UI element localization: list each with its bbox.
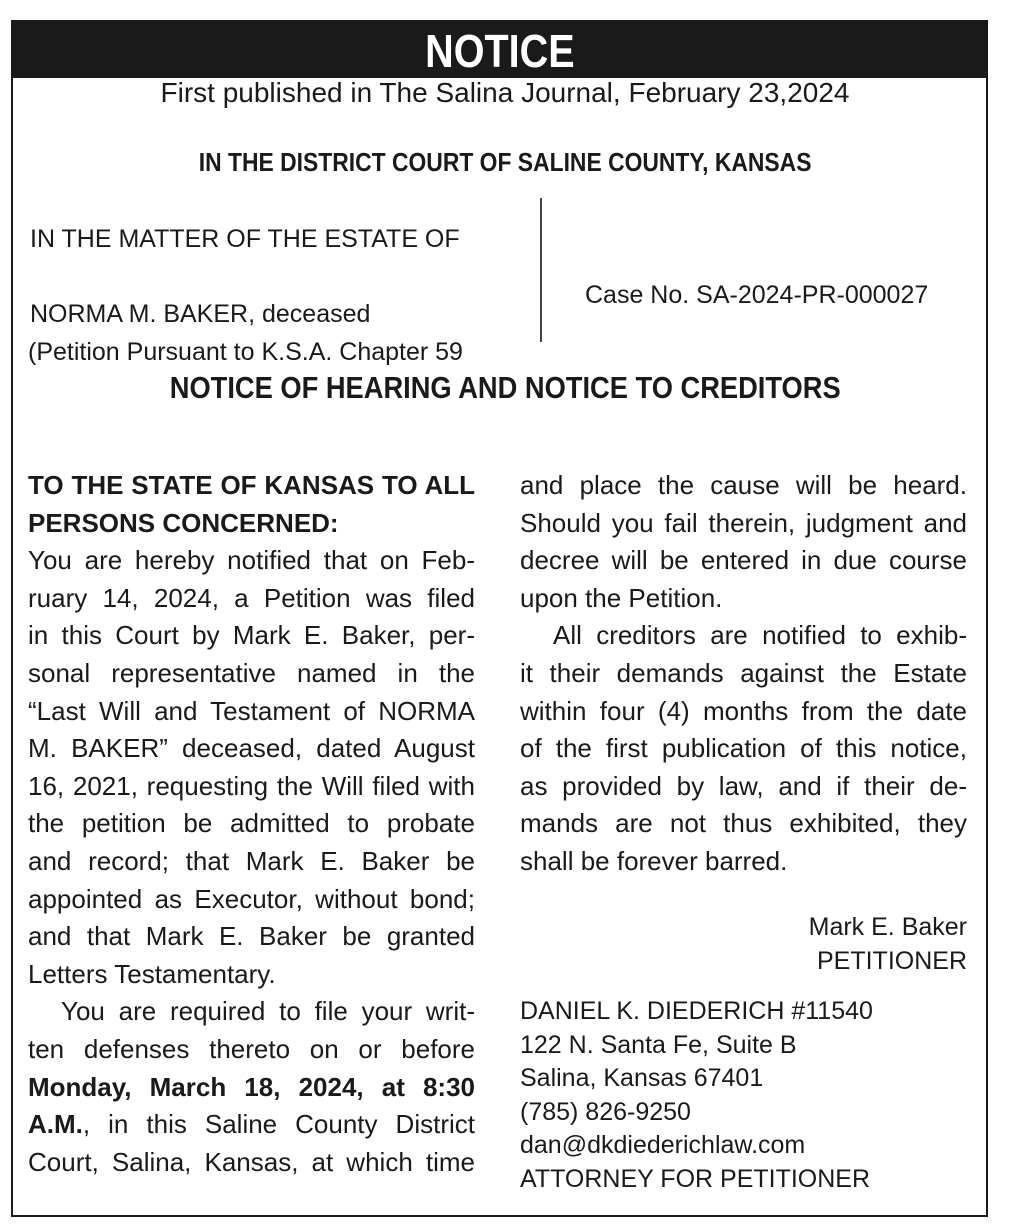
body-line: Letters Testamentary. — [28, 958, 276, 989]
body-line: the petition be admitted to probate — [28, 808, 475, 839]
caption-petition: (Petition Pursuant to K.S.A. Chapter 59 — [28, 338, 463, 366]
body-line: You are hereby notified that on Feb- — [28, 545, 475, 576]
right-column — [520, 467, 967, 881]
hearing-time-suffix: A.M. — [28, 1109, 83, 1140]
body-line: in this Court by Mark E. Baker, per- — [28, 620, 475, 651]
body-line: and record; that Mark E. Baker be — [28, 845, 475, 876]
body-line: decree will be entered in due course — [520, 545, 967, 576]
body-line: 16, 2021, requesting the Will filed with — [28, 770, 475, 801]
body-line: mands are not thus exhibited, they — [520, 808, 967, 839]
attorney-email[interactable]: dan@dkdiederichlaw.com — [520, 1131, 806, 1159]
body-line: M. BAKER” deceased, dated August — [28, 733, 475, 764]
body-line: sonal representative named in the — [28, 657, 475, 688]
body-line: shall be forever barred. — [520, 845, 788, 876]
caption-matter: IN THE MATTER OF THE ESTATE OF — [30, 225, 460, 253]
body-line: All creditors are notified to exhib- — [553, 620, 967, 651]
caption-divider — [540, 198, 542, 342]
attorney-block — [520, 995, 967, 1196]
addressee-line-1: TO THE STATE OF KANSAS TO ALL — [28, 470, 475, 500]
notice-banner: NOTICE — [13, 22, 986, 78]
publication-line: First published in The Salina Journal, February 23,2024 — [160, 77, 850, 108]
petitioner-signature — [520, 911, 967, 978]
attorney-street: 122 N. Santa Fe, Suite B — [520, 1030, 797, 1059]
body-line: “Last Will and Testament of NORMA — [28, 695, 475, 726]
body-line: upon the Petition. — [520, 582, 723, 613]
body-line: within four (4) months from the date — [520, 695, 967, 726]
attorney-name: DANIEL K. DIEDERICH #11540 — [520, 997, 873, 1025]
hearing-date: Monday, March 18, 2024, at 8:30 — [28, 1071, 475, 1102]
body-line: ruary 14, 2024, a Petition was filed — [28, 582, 475, 613]
caption-decedent: NORMA M. BAKER, deceased — [30, 300, 371, 328]
attorney-city: Salina, Kansas 67401 — [520, 1064, 764, 1092]
body-line: and place the cause will be heard. — [520, 470, 967, 500]
court-heading: IN THE DISTRICT COURT OF SALINE COUNTY, KANSAS — [198, 147, 812, 177]
notice-title: NOTICE OF HEARING AND NOTICE TO CREDITORS — [169, 370, 841, 405]
left-column — [28, 467, 475, 1181]
case-number: Case No. SA-2024-PR-000027 — [585, 281, 929, 309]
body-line: Should you fail therein, judgment and — [520, 507, 967, 538]
body-line: appointed as Executor, without bond; — [28, 883, 475, 914]
body-line: it their demands against the Estate — [520, 657, 967, 688]
attorney-phone: (785) 826-9250 — [520, 1097, 691, 1126]
body-line: ten defenses thereto on or before — [28, 1033, 475, 1064]
body-line: of the first publication of this notice, — [520, 733, 967, 764]
body-line: and that Mark E. Baker be granted — [28, 921, 475, 952]
petitioner-role: PETITIONER — [816, 946, 967, 975]
attorney-role: ATTORNEY FOR PETITIONER — [520, 1164, 871, 1193]
addressee-line-2: PERSONS CONCERNED: — [28, 507, 339, 538]
body-line: as provided by law, and if their de- — [520, 770, 967, 801]
body-line: You are required to file your writ- — [61, 996, 475, 1027]
petitioner-name: Mark E. Baker — [808, 913, 967, 941]
body-line: A.M., in this Saline County District — [28, 1109, 475, 1140]
body-line: Court, Salina, Kansas, at which time — [28, 1146, 475, 1177]
